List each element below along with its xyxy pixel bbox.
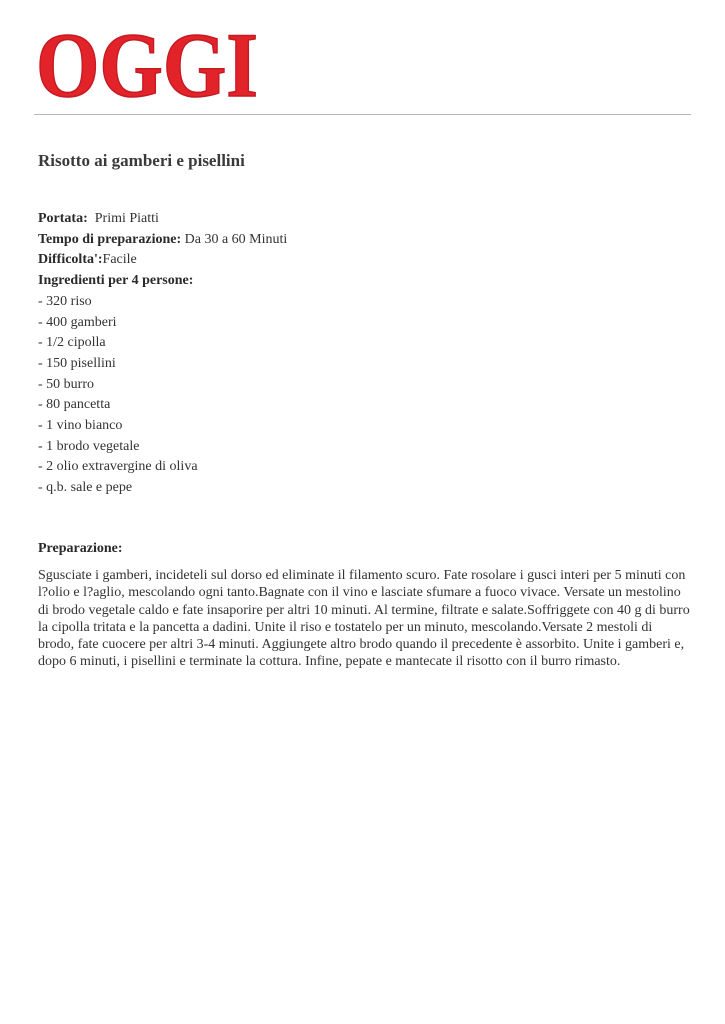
ingredient-item: - 400 gamberi (38, 314, 117, 330)
oggi-logo (34, 14, 260, 116)
ingredients-heading-row (38, 271, 287, 292)
ingredient-item: - 1 brodo vegetale (38, 438, 140, 454)
logo-text: OGGI (36, 14, 258, 116)
ingredient-item: - 50 burro (38, 376, 94, 392)
ingredient-item: - 1 vino bianco (38, 418, 123, 434)
ingredients-list (38, 292, 287, 499)
ingredient-item: - 150 pisellini (38, 355, 116, 371)
course-label: Portata: (38, 211, 88, 226)
difficulty-label: Difficolta': (38, 252, 103, 268)
ingredient-item: - 1/2 cipolla (38, 335, 106, 351)
recipe-details (38, 209, 287, 499)
preparation-heading: Preparazione: (38, 541, 123, 556)
prep-time-value: Da 30 a 60 Minuti (184, 231, 288, 247)
course-row (38, 209, 287, 230)
prep-time-row (38, 230, 287, 251)
prep-time-label: Tempo di preparazione: (38, 231, 182, 247)
header-divider (34, 114, 691, 115)
ingredient-item: - q.b. sale e pepe (38, 480, 133, 496)
ingredients-label: Ingredienti per 4 persone: (38, 273, 194, 289)
course-value: Primi Piatti (94, 211, 159, 226)
recipe-title: Risotto ai gamberi e pisellini (38, 151, 245, 170)
oggi-logo-graphic (34, 14, 260, 116)
preparation-text: Sgusciate i gamberi, incideteli sul dorso ed eliminate il filamento scuro. Fate rosolare i gusci interi per 5 minuti con l?olio e l?aglio, mescolando ogni tanto.Bagnate con il vino e lasciate sfumare a fuoco vivace. Versate un mestolino di brodo vegetale caldo e fate insaporire per altri 10 minuti. Al termine, filtrate e salate.Soffriggete con 40 g di burro la cipolla tritata e la pancetta a dadini. Unite il riso e tostatelo per un minuto, mescolando.Versate 2 mestoli di brodo, fate cuocere per altri 3-4 minuti. Aggiungete altro brodo quando il precedente è assorbito. Unite i gamberi e, dopo 6 minuti, i pisellini e terminate la cottura. Infine, pepate e mantecate il risotto con il burro rimasto. (38, 568, 690, 670)
difficulty-row (38, 250, 287, 271)
ingredient-item: - 80 pancetta (38, 397, 111, 413)
ingredient-item: - 2 olio extravergine di oliva (38, 459, 198, 475)
ingredient-item: - 320 riso (38, 293, 92, 309)
difficulty-value: Facile (102, 252, 137, 268)
